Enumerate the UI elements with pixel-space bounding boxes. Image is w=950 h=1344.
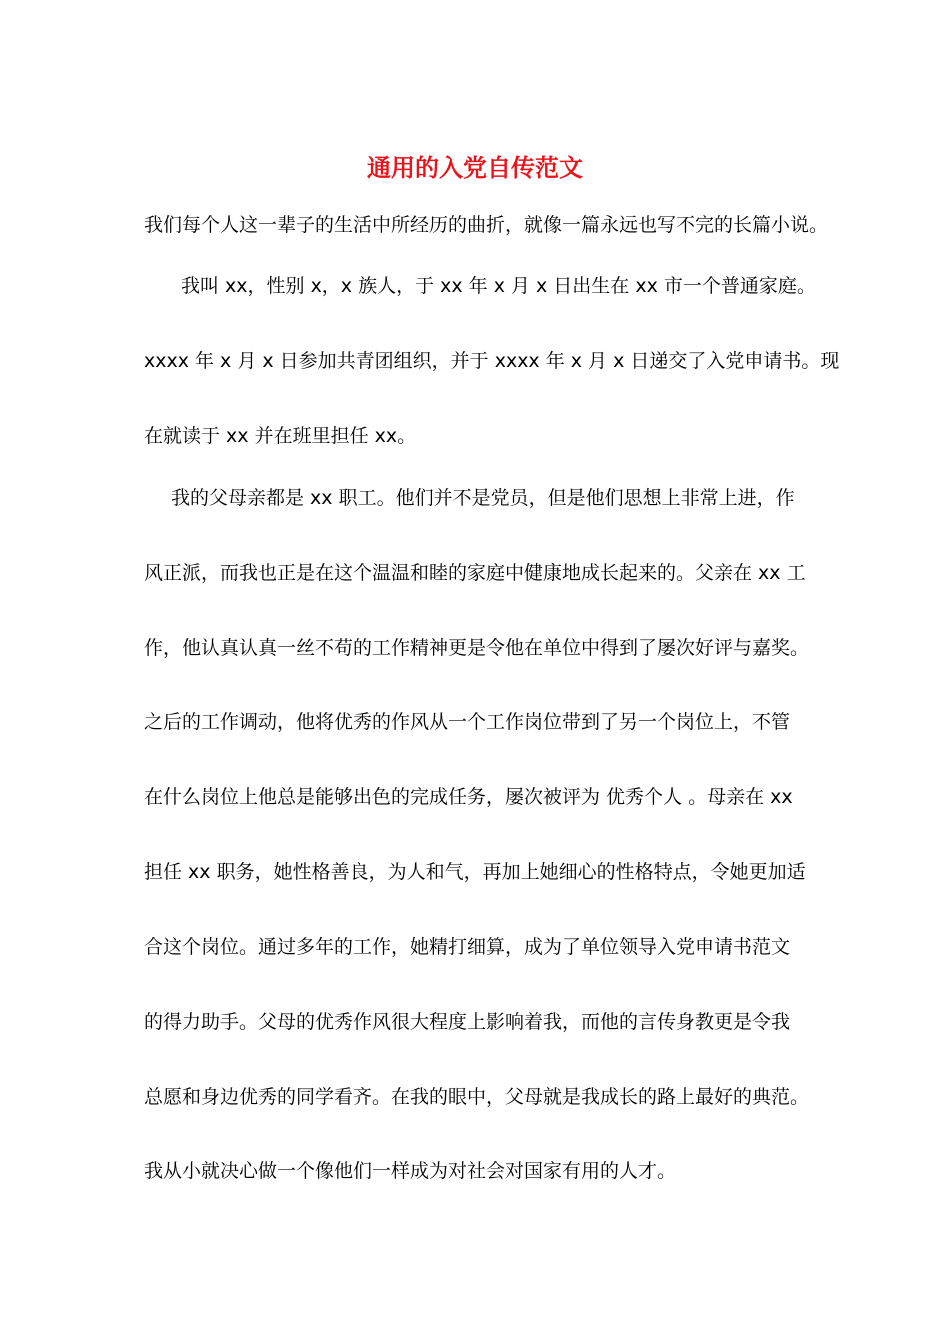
paragraph-line: xxxx 年 x 月 x 日参加共青团组织，并于 xxxx 年 x 月 x 日递交了入党申请书。现 — [144, 350, 840, 372]
paragraph-line: 在什么岗位上他总是能够出色的完成任务，屡次被评为 优秀个人 。母亲在 xx — [144, 786, 793, 808]
paragraph-line: 担任 xx 职务，她性格善良，为人和气，再加上她细心的性格特点，令她更加适 — [144, 861, 806, 883]
paragraph-line: 我们每个人这一辈子的生活中所经历的曲折，就像一篇永远也写不完的长篇小说。 — [144, 214, 829, 236]
paragraph-line: 作，他认真认真一丝不苟的工作精神更是令他在单位中得到了屡次好评与嘉奖。 — [144, 637, 810, 659]
paragraph-line: 我从小就决心做一个像他们一样成为对社会对国家有用的人才。 — [144, 1160, 677, 1182]
paragraph-line: 之后的工作调动，他将优秀的作风从一个工作岗位带到了另一个岗位上，不管 — [144, 711, 791, 733]
paragraph-line: 我叫 xx，性别 x，x 族人，于 xx 年 x 月 x 日出生在 xx 市一个普通家庭。 — [181, 275, 816, 297]
paragraph-line: 总愿和身边优秀的同学看齐。在我的眼中，父母就是我成长的路上最好的典范。 — [144, 1086, 810, 1108]
paragraph-line: 我的父母亲都是 xx 职工。他们并不是党员，但是他们思想上非常上进，作 — [171, 487, 795, 509]
document-title: 通用的入党自传范文 — [367, 153, 583, 182]
paragraph-line: 风正派，而我也正是在这个温温和睦的家庭中健康地成长起来的。父亲在 xx 工 — [144, 562, 806, 584]
paragraph-line: 合这个岗位。通过多年的工作，她精打细算，成为了单位领导入党申请书范文 — [144, 936, 791, 958]
paragraph-line: 的得力助手。父母的优秀作风很大程度上影响着我，而他的言传身教更是令我 — [144, 1011, 791, 1033]
paragraph-line: 在就读于 xx 并在班里担任 xx。 — [144, 425, 417, 447]
